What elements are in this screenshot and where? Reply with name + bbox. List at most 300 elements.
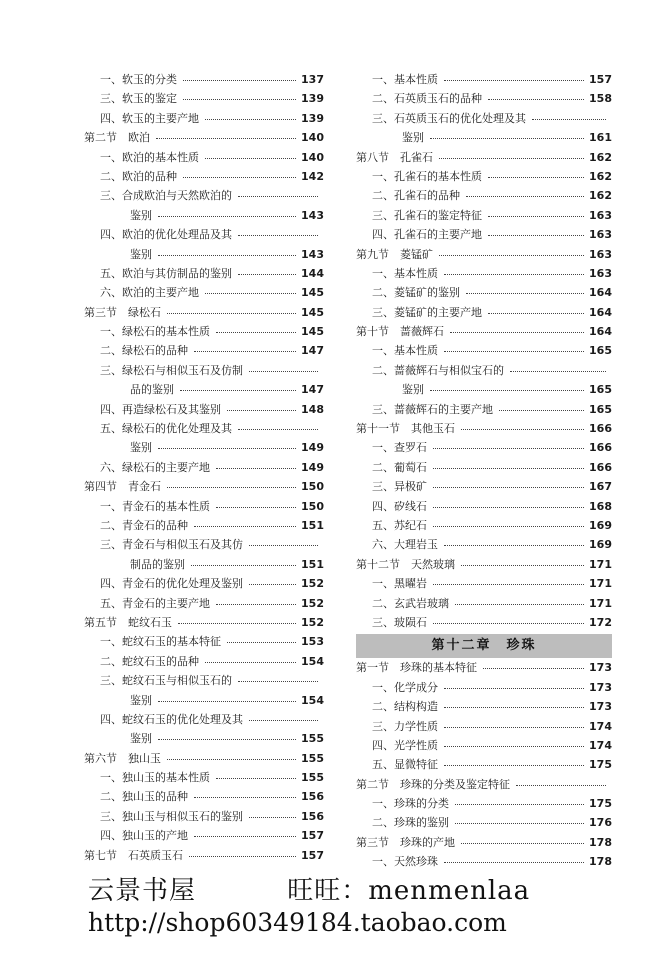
dot-leader bbox=[167, 487, 296, 488]
toc-item[interactable] bbox=[84, 400, 324, 419]
toc-entry-title: 四、光学性质 bbox=[372, 738, 438, 752]
toc-entry-title: 一、软玉的分类 bbox=[100, 73, 177, 86]
toc-entry-title: 三、玻陨石 bbox=[372, 615, 427, 629]
toc-item-continuation[interactable] bbox=[356, 380, 612, 399]
toc-item-continuation[interactable] bbox=[356, 128, 612, 147]
dot-leader bbox=[227, 642, 296, 643]
toc-entry-title: 三、蛇纹石玉与相似玉石的 bbox=[100, 674, 232, 688]
toc-item-continuation[interactable] bbox=[84, 380, 324, 399]
toc-entry-title: 五、显微特征 bbox=[372, 758, 438, 772]
dot-leader bbox=[238, 235, 318, 236]
toc-entry-title: 制品的鉴别 bbox=[130, 557, 185, 571]
toc-entry-title: 第十节 蔷薇辉石 bbox=[356, 325, 444, 339]
dot-leader bbox=[444, 688, 584, 689]
toc-item[interactable] bbox=[356, 167, 612, 186]
toc-left-column bbox=[84, 70, 324, 865]
toc-entry-title: 二、独山玉的品种 bbox=[100, 790, 188, 804]
dot-leader bbox=[516, 785, 606, 786]
toc-entry-title: 三、独山玉与相似玉石的鉴别 bbox=[100, 809, 243, 823]
dot-leader bbox=[466, 293, 584, 294]
dot-leader bbox=[433, 468, 584, 469]
toc-page-number: 140 bbox=[301, 150, 324, 164]
toc-entry-title: 四、欧泊的优化处理品及其 bbox=[100, 228, 232, 242]
toc-page-number: 145 bbox=[301, 305, 324, 319]
dot-leader bbox=[216, 778, 296, 779]
toc-entry-title: 三、软玉的鉴定 bbox=[100, 92, 177, 106]
toc-entry-title: 三、绿松石与相似玉石及仿制 bbox=[100, 363, 243, 377]
dot-leader bbox=[158, 739, 296, 740]
toc-item[interactable] bbox=[356, 341, 612, 360]
toc-entry-title: 二、蔷薇辉石与相似宝石的 bbox=[372, 363, 504, 377]
toc-page-number: 139 bbox=[301, 111, 324, 125]
toc-page-number: 142 bbox=[301, 169, 324, 183]
toc-item[interactable] bbox=[84, 632, 324, 651]
toc-page-number: 153 bbox=[301, 635, 324, 649]
toc-page-number: 166 bbox=[589, 460, 612, 474]
toc-item[interactable] bbox=[84, 710, 324, 729]
toc-item[interactable] bbox=[356, 438, 612, 457]
toc-item[interactable] bbox=[84, 652, 324, 671]
toc-entry-title: 鉴别 bbox=[130, 208, 152, 222]
dot-leader bbox=[433, 526, 584, 527]
dot-leader bbox=[183, 99, 296, 100]
toc-entry-title: 一、基本性质 bbox=[372, 73, 438, 86]
toc-entry-title: 第八节 孔雀石 bbox=[356, 150, 433, 164]
toc-entry-title: 六、大理岩玉 bbox=[372, 538, 438, 552]
toc-page-number: 163 bbox=[589, 208, 612, 222]
toc-page-number: 171 bbox=[589, 557, 612, 571]
toc-entry-title: 第十一节 其他玉石 bbox=[356, 422, 455, 436]
toc-entry-title: 四、再造绿松石及其鉴别 bbox=[100, 402, 221, 416]
toc-page-number: 165 bbox=[589, 383, 612, 397]
dot-leader bbox=[156, 138, 296, 139]
dot-leader bbox=[194, 351, 296, 352]
toc-page-number: 157 bbox=[589, 73, 612, 86]
dot-leader bbox=[488, 235, 584, 236]
footer-url[interactable]: http://shop60349184.taobao.com bbox=[88, 908, 507, 937]
dot-leader bbox=[444, 274, 584, 275]
toc-entry-title: 二、蛇纹石玉的品种 bbox=[100, 654, 199, 668]
toc-page-number: 140 bbox=[301, 131, 324, 145]
toc-entry-title: 一、独山玉的基本性质 bbox=[100, 771, 210, 785]
dot-leader bbox=[249, 817, 296, 818]
toc-entry-title: 三、合成欧泊与天然欧泊的 bbox=[100, 189, 232, 203]
toc-page-number: 173 bbox=[589, 680, 612, 694]
toc-entry-title: 四、矽线石 bbox=[372, 499, 427, 513]
toc-page-number: 150 bbox=[301, 499, 324, 513]
toc-page-number: 174 bbox=[589, 738, 612, 752]
toc-item[interactable] bbox=[84, 807, 324, 826]
toc-page-number: 172 bbox=[589, 615, 612, 629]
toc-page-number: 173 bbox=[589, 700, 612, 714]
toc-page-number: 176 bbox=[589, 816, 612, 830]
dot-leader bbox=[216, 507, 296, 508]
toc-item[interactable] bbox=[356, 70, 612, 89]
toc-entry-title: 五、欧泊与其仿制品的鉴别 bbox=[100, 266, 232, 280]
toc-entry-title: 一、欧泊的基本性质 bbox=[100, 150, 199, 164]
dot-leader bbox=[249, 545, 318, 546]
dot-leader bbox=[461, 843, 584, 844]
toc-item[interactable] bbox=[356, 109, 612, 128]
toc-item[interactable] bbox=[84, 109, 324, 128]
toc-section[interactable] bbox=[356, 245, 612, 264]
dot-leader bbox=[433, 448, 584, 449]
toc-item[interactable] bbox=[84, 322, 324, 341]
toc-item[interactable] bbox=[84, 70, 324, 89]
toc-item[interactable] bbox=[356, 225, 612, 244]
dot-leader bbox=[158, 216, 296, 217]
dot-leader bbox=[439, 255, 584, 256]
toc-item-continuation[interactable] bbox=[84, 691, 324, 710]
toc-entry-title: 二、葡萄石 bbox=[372, 460, 427, 474]
toc-page-number: 154 bbox=[301, 693, 324, 707]
dot-leader bbox=[216, 604, 296, 605]
toc-page-number: 164 bbox=[589, 325, 612, 339]
toc-item[interactable] bbox=[84, 787, 324, 806]
toc-item[interactable] bbox=[356, 516, 612, 535]
toc-page-number: 143 bbox=[301, 208, 324, 222]
toc-entry-title: 二、青金石的品种 bbox=[100, 518, 188, 532]
dot-leader bbox=[461, 565, 584, 566]
toc-entry-title: 鉴别 bbox=[130, 732, 152, 746]
toc-item[interactable] bbox=[356, 400, 612, 419]
toc-page-number: 143 bbox=[301, 247, 324, 261]
toc-item[interactable] bbox=[84, 419, 324, 438]
toc-item[interactable] bbox=[84, 341, 324, 360]
dot-leader bbox=[430, 138, 584, 139]
toc-page-number: 157 bbox=[301, 848, 324, 862]
toc-entry-title: 二、菱锰矿的鉴别 bbox=[372, 286, 460, 300]
toc-entry-title: 一、天然珍珠 bbox=[372, 855, 438, 869]
toc-page-number: 169 bbox=[589, 518, 612, 532]
toc-item[interactable] bbox=[356, 594, 612, 613]
toc-page-number: 166 bbox=[589, 441, 612, 455]
toc-entry-title: 第七节 石英质玉石 bbox=[84, 848, 183, 862]
toc-item[interactable] bbox=[84, 594, 324, 613]
toc-section[interactable] bbox=[356, 148, 612, 167]
toc-page-number: 166 bbox=[589, 422, 612, 436]
toc-entry-title: 第四节 青金石 bbox=[84, 480, 161, 494]
toc-item[interactable] bbox=[356, 697, 612, 716]
dot-leader bbox=[191, 565, 296, 566]
dot-leader bbox=[444, 765, 584, 766]
toc-entry-title: 第一节 珍珠的基本特征 bbox=[356, 661, 477, 675]
toc-section[interactable] bbox=[84, 613, 324, 632]
dot-leader bbox=[444, 727, 584, 728]
toc-page-number: 147 bbox=[301, 344, 324, 358]
toc-item[interactable] bbox=[84, 458, 324, 477]
toc-page-number: 156 bbox=[301, 790, 324, 804]
toc-item[interactable] bbox=[356, 264, 612, 283]
dot-leader bbox=[205, 662, 296, 663]
dot-leader bbox=[167, 759, 296, 760]
toc-entry-title: 二、欧泊的品种 bbox=[100, 169, 177, 183]
toc-entry-title: 三、青金石与相似玉石及其仿 bbox=[100, 538, 243, 552]
toc-entry-title: 第九节 菱锰矿 bbox=[356, 247, 433, 261]
toc-page-number: 167 bbox=[589, 480, 612, 494]
toc-entry-title: 第二节 珍珠的分类及鉴定特征 bbox=[356, 777, 510, 791]
toc-entry-title: 五、苏纪石 bbox=[372, 518, 427, 532]
dot-leader bbox=[238, 196, 318, 197]
dot-leader bbox=[183, 80, 296, 81]
toc-entry-title: 一、蛇纹石玉的基本特征 bbox=[100, 635, 221, 649]
toc-item[interactable] bbox=[356, 186, 612, 205]
toc-page-number: 151 bbox=[301, 557, 324, 571]
toc-section[interactable] bbox=[356, 833, 612, 852]
toc-item[interactable] bbox=[356, 813, 612, 832]
dot-leader bbox=[158, 255, 296, 256]
toc-page-number: 145 bbox=[301, 325, 324, 339]
dot-leader bbox=[167, 313, 296, 314]
dot-leader bbox=[249, 371, 318, 372]
toc-item[interactable] bbox=[84, 671, 324, 690]
toc-page-number: 164 bbox=[589, 305, 612, 319]
toc-page-number: 162 bbox=[589, 150, 612, 164]
toc-entry-title: 一、绿松石的基本性质 bbox=[100, 325, 210, 339]
toc-entry-title: 二、孔雀石的品种 bbox=[372, 189, 460, 203]
dot-leader bbox=[238, 681, 318, 682]
dot-leader bbox=[433, 623, 584, 624]
toc-item[interactable] bbox=[356, 303, 612, 322]
toc-entry-title: 一、查罗石 bbox=[372, 441, 427, 455]
dot-leader bbox=[466, 196, 584, 197]
toc-entry-title: 第六节 独山玉 bbox=[84, 751, 161, 765]
chapter-heading[interactable]: 第十二章 珍珠 bbox=[356, 634, 612, 658]
toc-section[interactable] bbox=[84, 128, 324, 147]
toc-item[interactable] bbox=[356, 678, 612, 697]
toc-item[interactable] bbox=[84, 768, 324, 787]
toc-entry-title: 一、黑曜岩 bbox=[372, 577, 427, 591]
toc-page-number: 148 bbox=[301, 402, 324, 416]
dot-leader bbox=[483, 668, 584, 669]
toc-entry-title: 二、绿松石的品种 bbox=[100, 344, 188, 358]
toc-item[interactable] bbox=[356, 89, 612, 108]
toc-entry-title: 鉴别 bbox=[402, 383, 424, 397]
toc-item[interactable] bbox=[356, 458, 612, 477]
dot-leader bbox=[227, 410, 296, 411]
toc-entry-title: 三、蔷薇辉石的主要产地 bbox=[372, 402, 493, 416]
dot-leader bbox=[189, 856, 296, 857]
footer-shop-name: 云景书屋 bbox=[88, 876, 197, 906]
toc-section[interactable] bbox=[84, 749, 324, 768]
toc-item[interactable] bbox=[84, 516, 324, 535]
toc-entry-title: 第三节 珍珠的产地 bbox=[356, 835, 455, 849]
toc-item[interactable] bbox=[84, 535, 324, 554]
toc-entry-title: 二、石英质玉石的品种 bbox=[372, 92, 482, 106]
toc-section[interactable] bbox=[356, 555, 612, 574]
dot-leader bbox=[532, 119, 606, 120]
toc-item[interactable] bbox=[356, 736, 612, 755]
toc-entry-title: 一、基本性质 bbox=[372, 344, 438, 358]
toc-page-number: 137 bbox=[301, 73, 324, 86]
toc-entry-title: 三、菱锰矿的主要产地 bbox=[372, 305, 482, 319]
toc-item-continuation[interactable] bbox=[84, 245, 324, 264]
toc-entry-title: 二、玄武岩玻璃 bbox=[372, 596, 449, 610]
dot-leader bbox=[205, 158, 296, 159]
dot-leader bbox=[488, 216, 584, 217]
dot-leader bbox=[439, 158, 584, 159]
toc-item[interactable] bbox=[356, 206, 612, 225]
dot-leader bbox=[499, 410, 584, 411]
footer-shop-line bbox=[88, 870, 530, 907]
toc-entry-title: 三、石英质玉石的优化处理及其 bbox=[372, 111, 526, 125]
toc-page-number: 155 bbox=[301, 732, 324, 746]
toc-page-number: 171 bbox=[589, 577, 612, 591]
toc-page-number: 156 bbox=[301, 809, 324, 823]
dot-leader bbox=[488, 99, 584, 100]
toc-entry-title: 四、孔雀石的主要产地 bbox=[372, 228, 482, 242]
toc-entry-title: 三、异极矿 bbox=[372, 480, 427, 494]
toc-page-number: 151 bbox=[301, 518, 324, 532]
toc-item[interactable] bbox=[84, 264, 324, 283]
dot-leader bbox=[433, 584, 584, 585]
toc-item[interactable] bbox=[356, 361, 612, 380]
toc-section[interactable] bbox=[84, 477, 324, 496]
dot-leader bbox=[455, 823, 584, 824]
toc-page-number: 165 bbox=[589, 402, 612, 416]
toc-entry-title: 鉴别 bbox=[130, 247, 152, 261]
toc-item-continuation[interactable] bbox=[84, 555, 324, 574]
dot-leader bbox=[488, 177, 584, 178]
dot-leader bbox=[158, 448, 296, 449]
toc-entry-title: 三、孔雀石的鉴定特征 bbox=[372, 208, 482, 222]
toc-entry-title: 二、结构构造 bbox=[372, 700, 438, 714]
toc-item[interactable] bbox=[356, 794, 612, 813]
toc-entry-title: 一、化学成分 bbox=[372, 680, 438, 694]
dot-leader bbox=[450, 332, 584, 333]
toc-item[interactable] bbox=[356, 613, 612, 632]
toc-entry-title: 一、孔雀石的基本性质 bbox=[372, 169, 482, 183]
toc-page-number: 162 bbox=[589, 169, 612, 183]
toc-page-number: 150 bbox=[301, 480, 324, 494]
toc-item-continuation[interactable] bbox=[84, 206, 324, 225]
toc-entry-title: 鉴别 bbox=[402, 131, 424, 145]
toc-entry-title: 第二节 欧泊 bbox=[84, 131, 150, 145]
toc-item[interactable] bbox=[356, 574, 612, 593]
dot-leader bbox=[216, 468, 296, 469]
toc-entry-title: 一、青金石的基本性质 bbox=[100, 499, 210, 513]
toc-section[interactable] bbox=[84, 846, 324, 865]
dot-leader bbox=[194, 526, 296, 527]
toc-entry-title: 六、绿松石的主要产地 bbox=[100, 460, 210, 474]
dot-leader bbox=[158, 701, 296, 702]
toc-entry-title: 第三节 绿松石 bbox=[84, 305, 161, 319]
toc-item[interactable] bbox=[84, 497, 324, 516]
dot-leader bbox=[205, 119, 296, 120]
toc-entry-title: 五、青金石的主要产地 bbox=[100, 596, 210, 610]
toc-entry-title: 二、珍珠的鉴别 bbox=[372, 816, 449, 830]
dot-leader bbox=[238, 429, 318, 430]
toc-entry-title: 第十二节 天然玻璃 bbox=[356, 557, 455, 571]
toc-item[interactable] bbox=[356, 497, 612, 516]
dot-leader bbox=[444, 80, 584, 81]
toc-item[interactable] bbox=[356, 535, 612, 554]
toc-item[interactable] bbox=[356, 717, 612, 736]
toc-page-number: 164 bbox=[589, 286, 612, 300]
dot-leader bbox=[461, 429, 584, 430]
toc-section[interactable] bbox=[356, 775, 612, 794]
toc-page-number: 169 bbox=[589, 538, 612, 552]
toc-page-number: 144 bbox=[301, 266, 324, 280]
toc-page-number: 175 bbox=[589, 758, 612, 772]
dot-leader bbox=[433, 487, 584, 488]
dot-leader bbox=[183, 177, 296, 178]
toc-page-number: 145 bbox=[301, 286, 324, 300]
toc-item[interactable] bbox=[84, 186, 324, 205]
toc-item-continuation[interactable] bbox=[84, 438, 324, 457]
toc-entry-title: 六、欧泊的主要产地 bbox=[100, 286, 199, 300]
toc-entry-title: 四、独山玉的产地 bbox=[100, 829, 188, 843]
toc-item-continuation[interactable] bbox=[84, 729, 324, 748]
toc-item[interactable] bbox=[84, 148, 324, 167]
toc-page-number: 149 bbox=[301, 460, 324, 474]
toc-page-number: 162 bbox=[589, 189, 612, 203]
dot-leader bbox=[433, 507, 584, 508]
toc-item[interactable] bbox=[356, 477, 612, 496]
toc-page-number: 168 bbox=[589, 499, 612, 513]
toc-item[interactable] bbox=[84, 167, 324, 186]
toc-page-number: 163 bbox=[589, 228, 612, 242]
dot-leader bbox=[249, 720, 318, 721]
toc-item[interactable] bbox=[84, 89, 324, 108]
toc-page-number: 161 bbox=[589, 131, 612, 145]
toc-section[interactable] bbox=[356, 658, 612, 677]
toc-section[interactable] bbox=[356, 322, 612, 341]
dot-leader bbox=[455, 804, 584, 805]
toc-page-number: 163 bbox=[589, 247, 612, 261]
toc-page-number: 152 bbox=[301, 596, 324, 610]
toc-item[interactable] bbox=[84, 283, 324, 302]
dot-leader bbox=[194, 797, 296, 798]
dot-leader bbox=[455, 604, 584, 605]
toc-item[interactable] bbox=[84, 574, 324, 593]
footer-wangwang: 旺旺：menmenlaa bbox=[287, 876, 531, 906]
toc-page-number: 163 bbox=[589, 266, 612, 280]
toc-item[interactable] bbox=[84, 826, 324, 845]
toc-item[interactable] bbox=[84, 225, 324, 244]
dot-leader bbox=[444, 862, 584, 863]
toc-page-number: 157 bbox=[301, 829, 324, 843]
toc-entry-title: 品的鉴别 bbox=[130, 383, 174, 397]
dot-leader bbox=[430, 390, 584, 391]
toc-page-number: 171 bbox=[589, 596, 612, 610]
dot-leader bbox=[488, 313, 584, 314]
toc-entry-title: 五、绿松石的优化处理及其 bbox=[100, 422, 232, 436]
toc-section[interactable] bbox=[356, 419, 612, 438]
dot-leader bbox=[444, 351, 584, 352]
dot-leader bbox=[444, 746, 584, 747]
toc-entry-title: 鉴别 bbox=[130, 693, 152, 707]
dot-leader bbox=[510, 371, 606, 372]
toc-entry-title: 一、珍珠的分类 bbox=[372, 797, 449, 811]
toc-item[interactable] bbox=[84, 361, 324, 380]
toc-entry-title: 四、软玉的主要产地 bbox=[100, 111, 199, 125]
toc-entry-title: 三、力学性质 bbox=[372, 719, 438, 733]
toc-page-number: 174 bbox=[589, 719, 612, 733]
toc-entry-title: 第五节 蛇纹石玉 bbox=[84, 615, 172, 629]
toc-page-number: 175 bbox=[589, 797, 612, 811]
toc-item[interactable] bbox=[356, 852, 612, 871]
toc-entry-title: 鉴别 bbox=[130, 441, 152, 455]
toc-page-number: 173 bbox=[589, 661, 612, 675]
toc-entry-title: 四、青金石的优化处理及鉴别 bbox=[100, 577, 243, 591]
toc-section[interactable] bbox=[84, 303, 324, 322]
toc-item[interactable] bbox=[356, 283, 612, 302]
toc-page-number: 178 bbox=[589, 855, 612, 869]
dot-leader bbox=[444, 545, 584, 546]
toc-item[interactable] bbox=[356, 755, 612, 774]
dot-leader bbox=[249, 584, 296, 585]
